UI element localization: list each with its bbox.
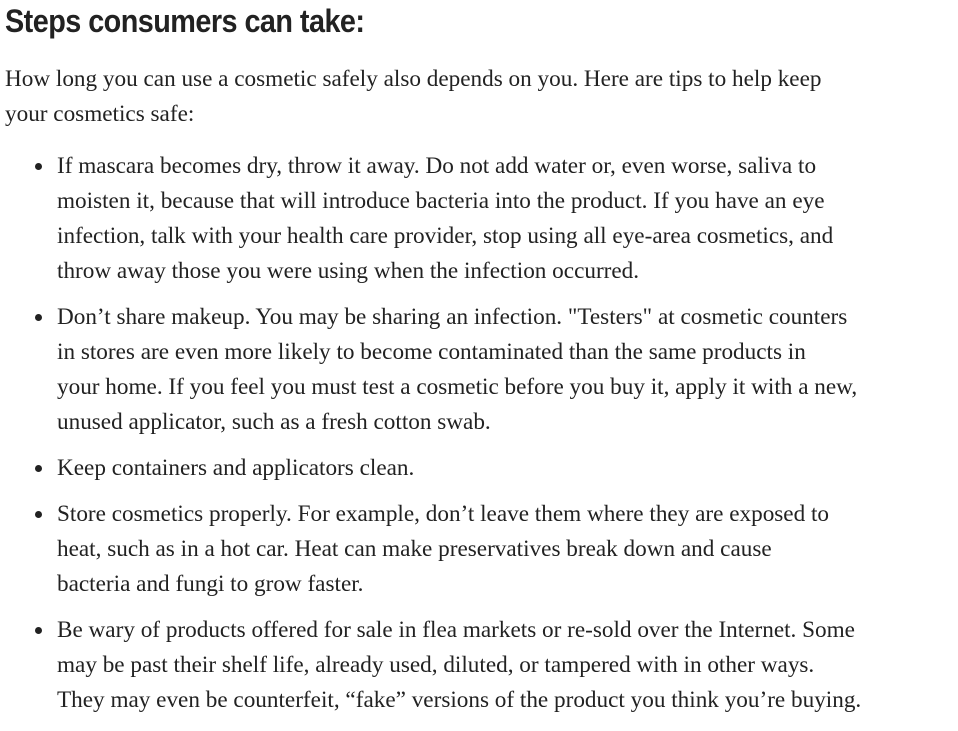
intro-paragraph bbox=[5, 62, 940, 132]
tip-line: Store cosmetics properly. For example, don’t leave them where they are exposed to bbox=[57, 501, 830, 527]
tip-line: in stores are even more likely to become contaminated than the same products in bbox=[57, 339, 806, 365]
tips-list bbox=[5, 149, 955, 718]
bullet-icon bbox=[35, 627, 42, 634]
tip-line: bacteria and fungi to grow faster. bbox=[57, 571, 364, 597]
tip-line: your home. If you feel you must test a cosmetic before you buy it, apply it with a new, bbox=[57, 374, 858, 400]
tip-item bbox=[5, 613, 955, 718]
intro-line: your cosmetics safe: bbox=[5, 101, 195, 127]
tip-line: may be past their shelf life, already used, diluted, or tampered with in other ways. bbox=[57, 652, 815, 678]
tip-line: unused applicator, such as a fresh cotton swab. bbox=[57, 409, 491, 435]
tip-item bbox=[5, 300, 955, 440]
tip-line: They may even be counterfeit, “fake” versions of the product you think you’re buying. bbox=[57, 687, 862, 713]
tip-item bbox=[5, 451, 955, 486]
article-section bbox=[5, 0, 955, 729]
intro-line: How long you can use a cosmetic safely also depends on you. Here are tips to help keep bbox=[5, 66, 822, 92]
tip-item bbox=[5, 497, 955, 602]
tip-line: throw away those you were using when the infection occurred. bbox=[57, 258, 640, 284]
tip-line: Be wary of products offered for sale in flea markets or re-sold over the Internet. Some bbox=[57, 617, 855, 643]
section-heading: Steps consumers can take: bbox=[5, 3, 365, 39]
bullet-icon bbox=[35, 465, 42, 472]
bullet-icon bbox=[35, 163, 42, 170]
tip-line: If mascara becomes dry, throw it away. Do not add water or, even worse, saliva to bbox=[57, 153, 817, 179]
tip-item bbox=[5, 149, 955, 289]
bullet-icon bbox=[35, 314, 42, 321]
bullet-icon bbox=[35, 511, 42, 518]
tip-line: Don’t share makeup. You may be sharing an infection. "Testers" at cosmetic counters bbox=[57, 304, 848, 330]
tip-line: Keep containers and applicators clean. bbox=[57, 455, 415, 481]
tip-line: heat, such as in a hot car. Heat can make preservatives break down and cause bbox=[57, 536, 772, 562]
tip-line: moisten it, because that will introduce bacteria into the product. If you have an eye bbox=[57, 188, 825, 214]
tip-line: infection, talk with your health care provider, stop using all eye-area cosmetics, and bbox=[57, 223, 834, 249]
